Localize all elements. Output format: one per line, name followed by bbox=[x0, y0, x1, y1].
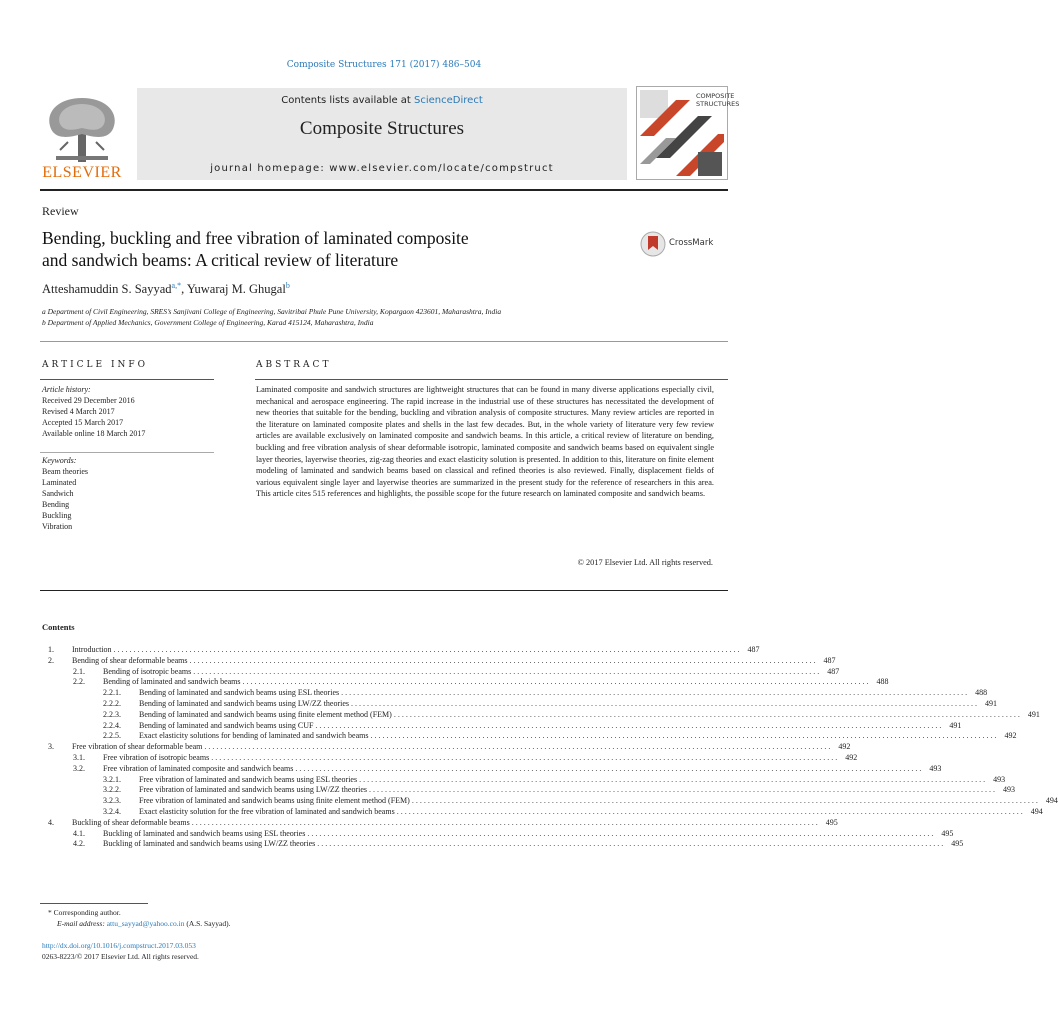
toc-page: 493 bbox=[993, 774, 1006, 784]
toc-number: 3.2. bbox=[73, 763, 85, 773]
toc-entry[interactable] bbox=[48, 806, 1043, 818]
toc-page: 494 bbox=[1045, 796, 1058, 806]
toc-title: Free vibration of laminated and sandwich beams using LW/ZZ theories bbox=[139, 785, 368, 795]
toc-leader bbox=[193, 667, 819, 678]
doi-link[interactable]: http://dx.doi.org/10.1016/j.compstruct.2017.03.053 bbox=[42, 941, 196, 950]
history-online: Available online 18 March 2017 bbox=[42, 429, 146, 438]
toc-title: Exact elasticity solutions for bending of laminated and sandwich beams bbox=[139, 731, 369, 741]
toc-leader bbox=[204, 742, 830, 753]
toc-title: Bending of shear deformable beams bbox=[72, 655, 188, 665]
affiliation-b: b Department of Applied Mechanics, Government College of Engineering, Karad 415124, Maharashtra, India bbox=[42, 318, 374, 327]
email-link[interactable]: attu_sayyad@yahoo.co.in bbox=[106, 919, 185, 928]
table-of-contents bbox=[48, 645, 1058, 850]
toc-number: 3. bbox=[48, 742, 54, 752]
toc-leader bbox=[317, 839, 943, 850]
abstract-body: Laminated composite and sandwich structures are lightweight structures that can be found in many diverse applications especially civil, mechanical and aerospace engineering. The rapid increase in the industrial use of these structures has necessitated the development of new theories that suitable for the bending, buckling and vibration analysis of composite structures. Many review articles are reported in the literature on laminated composite plates and shells in the last few decades. But, in the whole variety of literature very few review articles are available exclusively on laminated composite and sandwich beams. In this article, a critical review of literature on bending, buckling and free vibration analysis of shear deformable isotropic, laminated composite and sandwich beams based on equivalent single layer theories, layerwise theories, zig-zag theories and exact elasticity solution is presented. In addition to this, literature on finite element modeling of laminated and sandwich beams based on classical and refined theories is also reviewed. Finally, displacement fields of various equivalent single layer and layerwise theories are summarized in the present study for the reference of researchers in this area. This article cites 515 references and highlights, the possible scope for the future research on laminated composite and sandwich beams. bbox=[256, 385, 714, 499]
toc-entry[interactable] bbox=[48, 655, 836, 667]
toc-leader bbox=[190, 656, 816, 667]
toc-page: 494 bbox=[1030, 806, 1043, 816]
journal-title: Composite Structures bbox=[299, 118, 465, 139]
toc-page: 493 bbox=[929, 763, 942, 773]
journal-citation[interactable]: Composite Structures 171 (2017) 486–504 bbox=[286, 60, 482, 70]
toc-leader bbox=[351, 699, 977, 710]
toc-number: 1. bbox=[48, 645, 54, 654]
toc-leader bbox=[412, 796, 1038, 807]
toc-entry[interactable] bbox=[48, 752, 858, 764]
toc-title: Bending of laminated and sandwich beams bbox=[103, 677, 241, 687]
affiliations bbox=[42, 306, 501, 328]
toc-entry[interactable] bbox=[48, 774, 1006, 786]
keyword: Bending bbox=[42, 500, 70, 509]
toc-page: 488 bbox=[975, 688, 988, 698]
toc-entry[interactable] bbox=[48, 763, 942, 775]
history-revised: Revised 4 March 2017 bbox=[42, 407, 115, 416]
keyword: Buckling bbox=[42, 511, 72, 520]
toc-page: 495 bbox=[951, 839, 964, 849]
elsevier-wordmark: ELSEVIER bbox=[42, 164, 122, 181]
toc-number: 3.2.1. bbox=[103, 774, 121, 784]
email-label: E-mail address: bbox=[57, 919, 107, 928]
affiliation-rule bbox=[40, 341, 728, 342]
toc-number: 2.2.5. bbox=[103, 731, 121, 741]
toc-page: 491 bbox=[985, 698, 998, 708]
toc-leader bbox=[397, 807, 1023, 818]
abstract-end-rule bbox=[40, 590, 728, 591]
history-accepted: Accepted 15 March 2017 bbox=[42, 418, 124, 427]
toc-title: Bending of laminated and sandwich beams using ESL theories bbox=[139, 688, 340, 698]
contents-heading: Contents bbox=[42, 622, 75, 632]
title-line-2: and sandwich beams: A critical review of literature bbox=[42, 250, 399, 270]
contents-available-line bbox=[137, 95, 627, 106]
issn-line: 0263-8223/© 2017 Elsevier Ltd. All rights reserved. bbox=[42, 952, 199, 961]
corresponding-author-note: * Corresponding author. bbox=[48, 908, 121, 917]
elsevier-logo bbox=[38, 90, 126, 182]
toc-leader bbox=[359, 775, 985, 786]
toc-number: 3.1. bbox=[73, 752, 85, 762]
toc-page: 492 bbox=[838, 742, 851, 752]
toc-page: 493 bbox=[1003, 785, 1016, 795]
footnote-rule bbox=[40, 903, 148, 904]
contents-prefix: Contents lists available at bbox=[281, 95, 415, 106]
affiliation-a: a Department of Civil Engineering, SRES’s Sanjivani College of Engineering, Savitribai Phule Pune University, Kopargaon 423601, Maharashtra, India bbox=[42, 307, 502, 316]
abstract-heading: ABSTRACT bbox=[256, 360, 332, 370]
toc-entry[interactable] bbox=[48, 666, 840, 678]
toc-leader bbox=[394, 710, 1020, 721]
toc-title: Buckling of shear deformable beams bbox=[72, 817, 190, 827]
toc-page: 495 bbox=[941, 828, 954, 838]
toc-page: 495 bbox=[825, 817, 838, 827]
toc-entry[interactable] bbox=[48, 709, 1040, 721]
toc-page: 488 bbox=[876, 677, 889, 687]
keyword: Vibration bbox=[42, 522, 73, 531]
toc-title: Bending of isotropic beams bbox=[103, 666, 192, 676]
keyword: Laminated bbox=[42, 478, 77, 487]
history-label: Article history: bbox=[42, 385, 91, 394]
toc-page: 492 bbox=[845, 752, 858, 762]
toc-entry[interactable] bbox=[48, 817, 838, 829]
toc-page: 491 bbox=[1027, 709, 1040, 719]
toc-entry[interactable] bbox=[48, 720, 962, 732]
email-suffix: (A.S. Sayyad). bbox=[184, 919, 231, 928]
toc-title: Bending of laminated and sandwich beams using CUF bbox=[139, 720, 314, 730]
toc-leader bbox=[315, 721, 941, 732]
toc-leader bbox=[114, 645, 740, 656]
keyword: Beam theories bbox=[42, 467, 88, 476]
author-superscript[interactable]: a,* bbox=[171, 281, 182, 290]
keywords bbox=[42, 455, 88, 532]
toc-entry[interactable] bbox=[48, 785, 1016, 796]
toc-title: Free vibration of laminated composite and sandwich beams bbox=[103, 763, 294, 773]
toc-leader bbox=[307, 829, 933, 840]
toc-number: 3.2.2. bbox=[103, 785, 121, 795]
toc-number: 2.1. bbox=[73, 666, 85, 676]
toc-leader bbox=[211, 753, 837, 764]
author-separator: , bbox=[181, 282, 187, 297]
toc-leader bbox=[243, 677, 869, 688]
toc-entry[interactable] bbox=[48, 839, 964, 850]
toc-title: Free vibration of laminated and sandwich beams using ESL theories bbox=[139, 774, 358, 784]
article-title bbox=[42, 227, 602, 271]
abstract-rule bbox=[255, 379, 728, 380]
toc-title: Bending of laminated and sandwich beams using finite element method (FEM) bbox=[139, 709, 392, 719]
toc-title: Free vibration of laminated and sandwich beams using finite element method (FEM) bbox=[139, 796, 410, 806]
toc-number: 2.2.3. bbox=[103, 709, 121, 719]
toc-number: 4.2. bbox=[73, 839, 85, 849]
keywords-rule bbox=[40, 452, 214, 453]
toc-number: 2. bbox=[48, 655, 54, 665]
journal-homepage[interactable]: journal homepage: www.elsevier.com/locate/compstruct bbox=[210, 163, 554, 174]
article-type: Review bbox=[42, 204, 79, 218]
title-line-1: Bending, buckling and free vibration of laminated composite bbox=[42, 228, 469, 248]
cover-title-1: COMPOSITE bbox=[696, 92, 735, 100]
abstract-copyright: © 2017 Elsevier Ltd. All rights reserved. bbox=[577, 558, 713, 567]
footnote bbox=[48, 907, 231, 929]
toc-entry[interactable] bbox=[48, 796, 1058, 807]
toc-page: 487 bbox=[827, 666, 840, 676]
toc-title: Free vibration of shear deformable beam bbox=[72, 742, 203, 752]
toc-page: 492 bbox=[1004, 731, 1017, 741]
toc-leader bbox=[341, 688, 967, 699]
article-history bbox=[42, 384, 145, 439]
cover-title-2: STRUCTURES bbox=[696, 100, 740, 108]
toc-title: Buckling of laminated and sandwich beams using LW/ZZ theories bbox=[103, 839, 316, 849]
history-received: Received 29 December 2016 bbox=[42, 396, 135, 405]
doi-block bbox=[42, 940, 199, 962]
toc-leader bbox=[371, 731, 997, 742]
tree-icon bbox=[38, 90, 126, 166]
toc-entry[interactable] bbox=[48, 731, 1017, 742]
sciencedirect-link[interactable]: ScienceDirect bbox=[414, 95, 483, 106]
crossmark-label: CrossMark bbox=[669, 238, 714, 248]
keyword: Sandwich bbox=[42, 489, 74, 498]
author-list bbox=[42, 281, 290, 297]
toc-page: 487 bbox=[747, 645, 760, 654]
toc-title: Exact elasticity solution for the free vibration of laminated and sandwich beams bbox=[139, 806, 395, 816]
toc-number: 3.2.4. bbox=[103, 806, 121, 816]
toc-leader bbox=[192, 818, 818, 829]
crossmark-badge[interactable] bbox=[640, 230, 720, 258]
author-name: Atteshamuddin S. Sayyad bbox=[42, 282, 172, 297]
toc-number: 2.2.2. bbox=[103, 698, 121, 708]
toc-title: Buckling of laminated and sandwich beams using ESL theories bbox=[103, 828, 306, 838]
toc-title: Bending of laminated and sandwich beams using LW/ZZ theories bbox=[139, 698, 350, 708]
toc-title: Introduction bbox=[72, 645, 112, 654]
toc-entry[interactable] bbox=[48, 698, 998, 710]
toc-number: 2.2. bbox=[73, 677, 85, 687]
toc-number: 2.2.4. bbox=[103, 720, 121, 730]
toc-number: 4. bbox=[48, 817, 54, 827]
header-rule bbox=[40, 189, 728, 191]
toc-entry[interactable] bbox=[48, 645, 760, 656]
toc-title: Free vibration of isotropic beams bbox=[103, 752, 210, 762]
toc-leader bbox=[369, 785, 995, 796]
author-name: Yuwaraj M. Ghugal bbox=[186, 282, 286, 297]
toc-entry[interactable] bbox=[48, 742, 851, 753]
toc-entry[interactable] bbox=[48, 688, 988, 699]
toc-entry[interactable] bbox=[48, 677, 889, 688]
crossmark-icon bbox=[640, 230, 666, 258]
journal-cover bbox=[636, 86, 740, 180]
toc-page: 487 bbox=[823, 655, 836, 665]
article-info-heading: ARTICLE INFO bbox=[42, 360, 149, 370]
toc-page: 491 bbox=[949, 720, 962, 730]
toc-number: 2.2.1. bbox=[103, 688, 121, 698]
info-rule bbox=[40, 379, 214, 380]
toc-leader bbox=[295, 764, 921, 775]
toc-entry[interactable] bbox=[48, 828, 954, 840]
toc-number: 3.2.3. bbox=[103, 796, 121, 806]
author-superscript[interactable]: b bbox=[285, 281, 290, 290]
keywords-label: Keywords: bbox=[42, 456, 77, 465]
toc-number: 4.1. bbox=[73, 828, 85, 838]
